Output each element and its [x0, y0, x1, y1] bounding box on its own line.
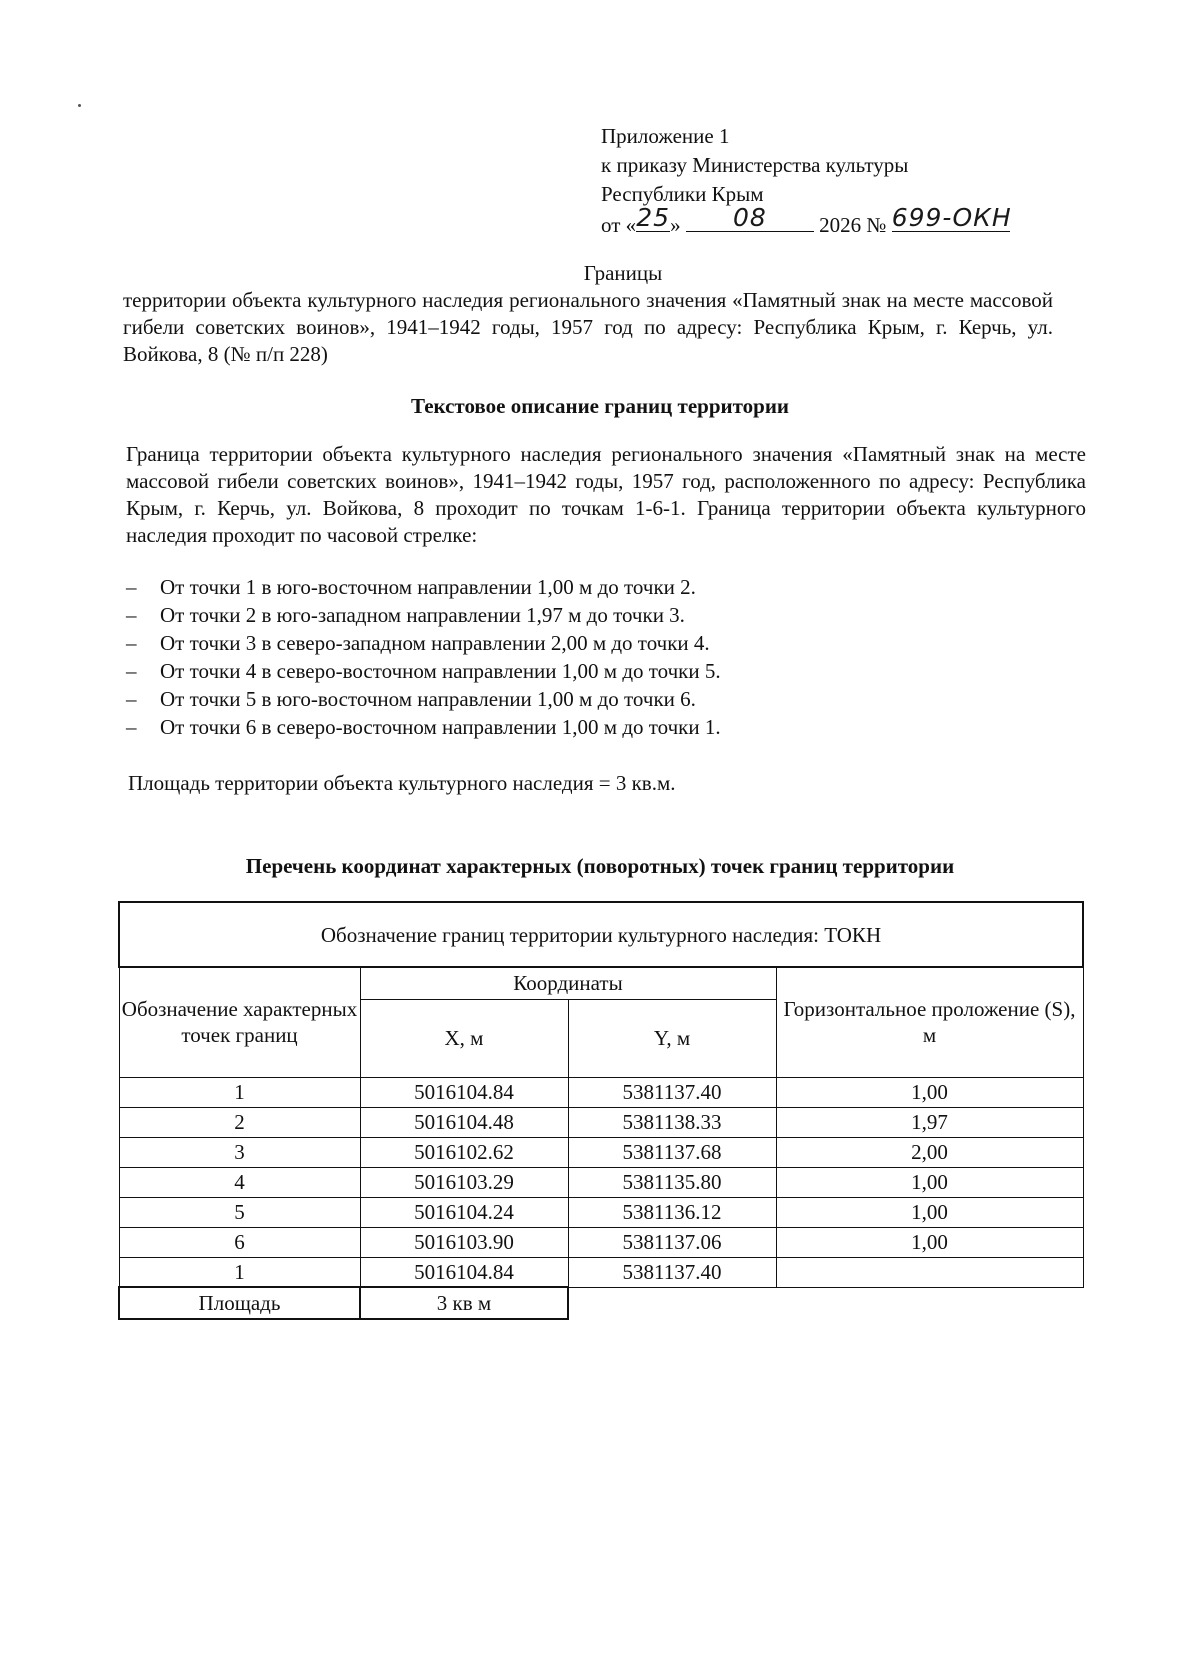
- cell-point: 5: [119, 1197, 360, 1227]
- cell-y: 5381135.80: [568, 1167, 776, 1197]
- step-text: От точки 5 в юго-восточном направлении 1,00 м до точки 6.: [160, 687, 696, 711]
- cell-y: 5381137.40: [568, 1077, 776, 1107]
- cell-y: 5381138.33: [568, 1107, 776, 1137]
- area-value: 3 кв м: [360, 1287, 568, 1319]
- cell-x: 5016104.84: [360, 1077, 568, 1107]
- date-day: 25: [636, 203, 671, 232]
- step-text: От точки 2 в юго-западном направлении 1,97 м до точки 3.: [160, 603, 685, 627]
- list-item: [126, 685, 721, 713]
- cell-point: 6: [119, 1227, 360, 1257]
- cell-s: 1,00: [776, 1167, 1083, 1197]
- cell-y: 5381137.06: [568, 1227, 776, 1257]
- cell-point: 3: [119, 1137, 360, 1167]
- cell-x: 5016104.24: [360, 1197, 568, 1227]
- order-number: 699-ОКН: [891, 203, 1012, 232]
- area-label: Площадь: [119, 1287, 360, 1319]
- step-text: От точки 4 в северо-восточном направлении 1,00 м до точки 5.: [160, 659, 721, 683]
- cell-point: 1: [119, 1077, 360, 1107]
- cell-y: 5381137.68: [568, 1137, 776, 1167]
- cell-y: 5381136.12: [568, 1197, 776, 1227]
- description-paragraph: Граница территории объекта культурного наследия регионального значения «Памятный знак на месте массовой гибели советских воинов», 1941–1942 годы, 1957 год, расположенного по адресу: Республика Крым, г. Керчь, ул. Войкова, 8 проходит по точкам 1-6-1. Граница территории объекта культурного наследия проходит по часовой стрелке:: [126, 442, 1086, 547]
- list-dash: –: [126, 575, 137, 599]
- step-text: От точки 6 в северо-восточном направлении 1,00 м до точки 1.: [160, 715, 721, 739]
- header-x: X, м: [360, 999, 568, 1077]
- document-heading: [123, 260, 1053, 368]
- cell-s: 1,00: [776, 1227, 1083, 1257]
- table-row: [119, 1167, 1083, 1197]
- cell-s: 2,00: [776, 1137, 1083, 1167]
- header-coordinates: Координаты: [360, 967, 776, 999]
- annex-date-line: [601, 203, 1012, 238]
- table-row: [119, 1077, 1083, 1107]
- cell-s: 1,00: [776, 1077, 1083, 1107]
- cell-y: 5381137.40: [568, 1257, 776, 1287]
- cell-x: 5016103.90: [360, 1227, 568, 1257]
- list-item: [126, 657, 721, 685]
- coordinates-table: [118, 901, 1084, 1320]
- table-row: [119, 1197, 1083, 1227]
- list-item: [126, 713, 721, 741]
- area-statement: Площадь территории объекта культурного наследия = 3 кв.м.: [128, 771, 676, 795]
- list-item: [126, 601, 721, 629]
- table-row: [119, 1107, 1083, 1137]
- heading-word: Границы: [583, 261, 663, 285]
- list-dash: –: [126, 631, 137, 655]
- table-row: [119, 1257, 1083, 1287]
- date-month: 08: [733, 203, 767, 232]
- table-caption: Обозначение границ территории культурного наследия: ТОКН: [119, 902, 1083, 967]
- boundary-steps-list: [126, 573, 721, 741]
- empty-cell: [776, 1287, 1083, 1319]
- scan-speck: [78, 104, 81, 107]
- heading-text: территории объекта культурного наследия регионального значения «Памятный знак на месте массовой гибели советских воинов», 1941–1942 годы, 1957 год по адресу: Республика Крым, г. Керчь, ул. Войкова, 8 (№ п/п 228): [123, 288, 1053, 366]
- cell-point: 4: [119, 1167, 360, 1197]
- list-dash: –: [126, 687, 137, 711]
- order-number-field: [891, 203, 1012, 232]
- table-header-row: [119, 967, 1083, 999]
- list-dash: –: [126, 603, 137, 627]
- annex-line-1: Приложение 1: [601, 124, 730, 148]
- table-area-row: [119, 1287, 1083, 1319]
- annex-line-3: Республики Крым: [601, 182, 764, 206]
- header-y: Y, м: [568, 999, 776, 1077]
- cell-x: 5016104.84: [360, 1257, 568, 1287]
- cell-point: 2: [119, 1107, 360, 1137]
- list-item: [126, 629, 721, 657]
- table-caption-row: [119, 902, 1083, 967]
- description-title: Текстовое описание границ территории: [410, 394, 790, 418]
- cell-x: 5016102.62: [360, 1137, 568, 1167]
- step-text: От точки 3 в северо-западном направлении 2,00 м до точки 4.: [160, 631, 710, 655]
- cell-x: 5016104.48: [360, 1107, 568, 1137]
- step-text: От точки 1 в юго-восточном направлении 1,00 м до точки 2.: [160, 575, 696, 599]
- table-row: [119, 1227, 1083, 1257]
- header-horizontal-distance: Горизонтальное проложение (S), м: [776, 967, 1083, 1077]
- cell-s: 1,97: [776, 1107, 1083, 1137]
- date-month-field: [686, 203, 814, 232]
- date-prefix: от «: [601, 213, 637, 237]
- list-dash: –: [126, 715, 137, 739]
- cell-point: 1: [119, 1257, 360, 1287]
- cell-s: 1,00: [776, 1197, 1083, 1227]
- header-point: Обозначение характерных точек границ: [119, 967, 360, 1077]
- annex-line-2: к приказу Министерства культуры: [601, 153, 909, 177]
- cell-s: [776, 1257, 1083, 1287]
- cell-x: 5016103.29: [360, 1167, 568, 1197]
- empty-cell: [568, 1287, 776, 1319]
- date-year: 2026 №: [819, 213, 887, 237]
- table-title: Перечень координат характерных (поворотных) точек границ территории: [245, 854, 955, 878]
- date-day-field: [636, 203, 671, 232]
- list-dash: –: [126, 659, 137, 683]
- annex-header: [601, 122, 1010, 238]
- table-row: [119, 1137, 1083, 1167]
- date-mid: »: [670, 213, 681, 237]
- list-item: [126, 573, 721, 601]
